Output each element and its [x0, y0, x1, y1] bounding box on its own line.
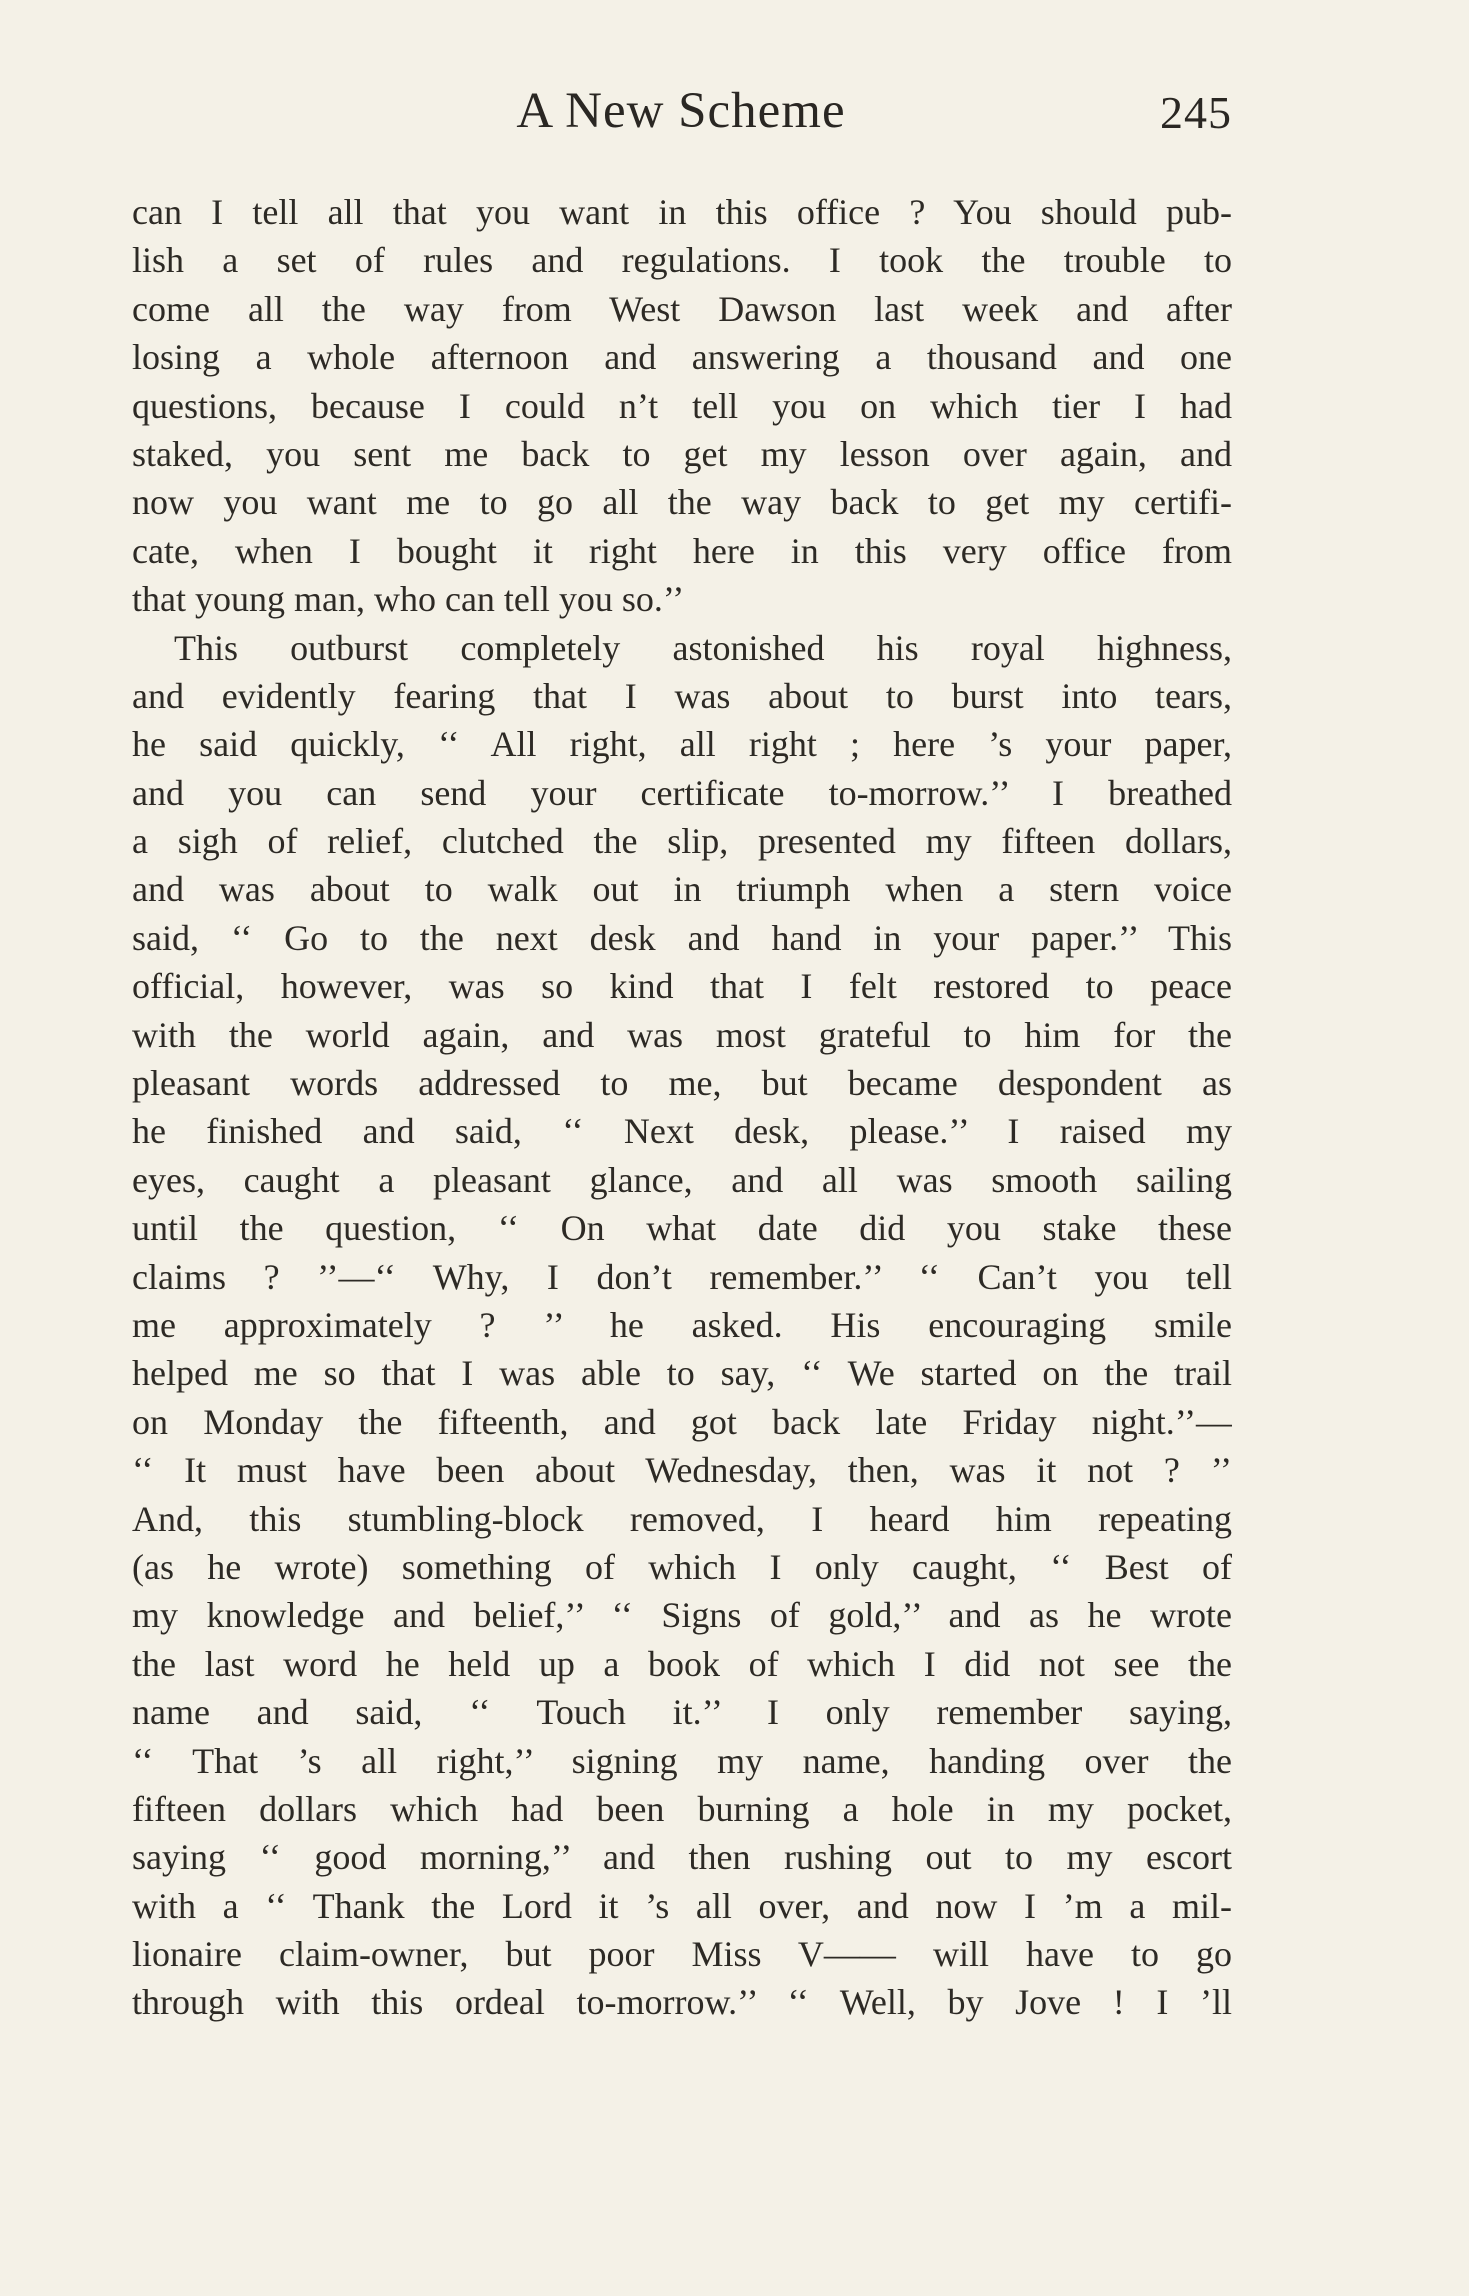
text-line: now you want me to go all the way back to get my certifi- — [132, 482, 1232, 523]
text-line: lish a set of rules and regulations. I took the trouble to — [132, 240, 1232, 281]
text-line: questions, because I could n’t tell you on which tier I had — [132, 385, 1232, 426]
text-line: cate, when I bought it right here in this very office from — [132, 530, 1232, 571]
text-line: a sigh of relief, clutched the slip, presented my fifteen dollars, — [132, 821, 1232, 862]
text-line: with a ‘‘ Thank the Lord it ’s all over, and now I ’m a mil- — [132, 1885, 1232, 1926]
text-line: fifteen dollars which had been burning a hole in my pocket, — [132, 1788, 1232, 1829]
text-line: on Monday the fifteenth, and got back late Friday night.’’— — [132, 1401, 1232, 1442]
text-line: the last word he held up a book of which I did not see the — [132, 1643, 1232, 1684]
paragraph-start-line: This outburst completely astonished his royal highness, — [174, 627, 1232, 668]
text-line: until the question, ‘‘ On what date did you stake these — [132, 1208, 1232, 1249]
text-line: claims ? ’’—‘‘ Why, I don’t remember.’’ ‘‘ Can’t you tell — [132, 1256, 1232, 1297]
text-line: and evidently fearing that I was about to burst into tears, — [132, 675, 1232, 716]
page-number: 245 — [1160, 87, 1232, 138]
text-line: name and said, ‘‘ Touch it.’’ I only remember saying, — [132, 1692, 1232, 1733]
text-line: staked, you sent me back to get my lesson over again, and — [132, 433, 1232, 474]
text-line: my knowledge and belief,’’ ‘‘ Signs of gold,’’ and as he wrote — [132, 1595, 1232, 1636]
text-line: (as he wrote) something of which I only caught, ‘‘ Best of — [132, 1546, 1232, 1587]
text-line: pleasant words addressed to me, but became despondent as — [132, 1063, 1232, 1104]
body-text — [132, 188, 1232, 2027]
text-line: ‘‘ It must have been about Wednesday, then, was it not ? ’’ — [132, 1450, 1232, 1491]
text-line: eyes, caught a pleasant glance, and all was smooth sailing — [132, 1159, 1232, 1200]
text-line: through with this ordeal to-morrow.’’ ‘‘ Well, by Jove ! I ’ll — [132, 1982, 1232, 2023]
text-line: said, ‘‘ Go to the next desk and hand in your paper.’’ This — [132, 917, 1232, 958]
text-line: me approximately ? ’’ he asked. His encouraging smile — [132, 1304, 1232, 1345]
text-line: he said quickly, ‘‘ All right, all right ; here ’s your paper, — [132, 724, 1232, 765]
text-line: come all the way from West Dawson last week and after — [132, 288, 1232, 329]
text-line: official, however, was so kind that I felt restored to peace — [132, 966, 1232, 1007]
text-line: that young man, who can tell you so.’’ — [132, 579, 685, 620]
text-line: And, this stumbling-block removed, I heard him repeating — [132, 1498, 1232, 1539]
text-line: saying ‘‘ good morning,’’ and then rushing out to my escort — [132, 1837, 1232, 1878]
text-line: and was about to walk out in triumph when a stern voice — [132, 869, 1232, 910]
running-header — [130, 82, 1232, 152]
text-line: helped me so that I was able to say, ‘‘ We started on the trail — [132, 1353, 1232, 1394]
text-line: can I tell all that you want in this office ? You should pub- — [132, 192, 1232, 232]
running-title: A New Scheme — [516, 83, 846, 139]
text-line: he finished and said, ‘‘ Next desk, please.’’ I raised my — [132, 1111, 1232, 1152]
text-line: with the world again, and was most grateful to him for the — [132, 1014, 1232, 1055]
text-line: losing a whole afternoon and answering a thousand and one — [132, 337, 1232, 378]
text-line: lionaire claim-owner, but poor Miss V—— will have to go — [132, 1934, 1232, 1975]
text-line: ‘‘ That ’s all right,’’ signing my name, handing over the — [132, 1740, 1232, 1781]
text-line: and you can send your certificate to-morrow.’’ I breathed — [132, 772, 1232, 813]
